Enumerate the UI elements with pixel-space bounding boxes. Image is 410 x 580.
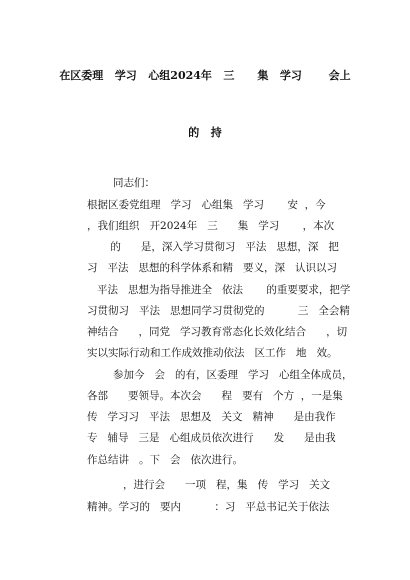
document-title: 在区委理 学习 心组2024年 三 集 学习 会上: [59, 69, 351, 82]
body-line: 专 辅导 三是 心组成员依次进行 发 是由我: [87, 432, 336, 444]
body-line: 参加今 会 的有，区委理 学习 心组全体成员，: [113, 369, 353, 381]
body-line: 传 学习习 平法 思想及 关文 精神 是由我作: [87, 411, 336, 423]
body-line: 精神。学习的 要内 ：习 平总书记关于依法: [87, 501, 330, 513]
body-line: 平法 思想为指导推进全 依法 的重要要求，把学: [87, 284, 351, 296]
body-line: 各部 要领导。本次会 程 要有 个方 ，一是集: [87, 390, 343, 402]
body-line: 习贯彻习 平法 思想同学习贯彻党的 三 全会精: [87, 305, 350, 317]
body-line: 根据区委党组理 学习 心组集 学习 安 ，今: [87, 199, 326, 211]
body-line: ，我们组织 开2024年 三 集 学习 ，本次: [87, 220, 335, 232]
body-line: ，进行会 一项 程，集 传 学习 关文: [113, 479, 331, 491]
salutation: 同志们：: [113, 177, 155, 189]
body-line: 实以实际行动和工作成效推动依法 区工作 地 效。: [87, 347, 338, 359]
body-line: 习 平法 思想的科学体系和精 要义，深 认识以习: [87, 262, 338, 274]
body-line: 的 是，深入学习贯彻习 平法 思想，深 把: [87, 241, 339, 253]
document-title-continued: 的 持: [188, 126, 222, 139]
body-line: 作总结讲 。下 会 依次进行。: [87, 454, 244, 466]
body-line: 神结合 ，同党 学习教育常态化长效化结合 ，切: [87, 326, 348, 338]
